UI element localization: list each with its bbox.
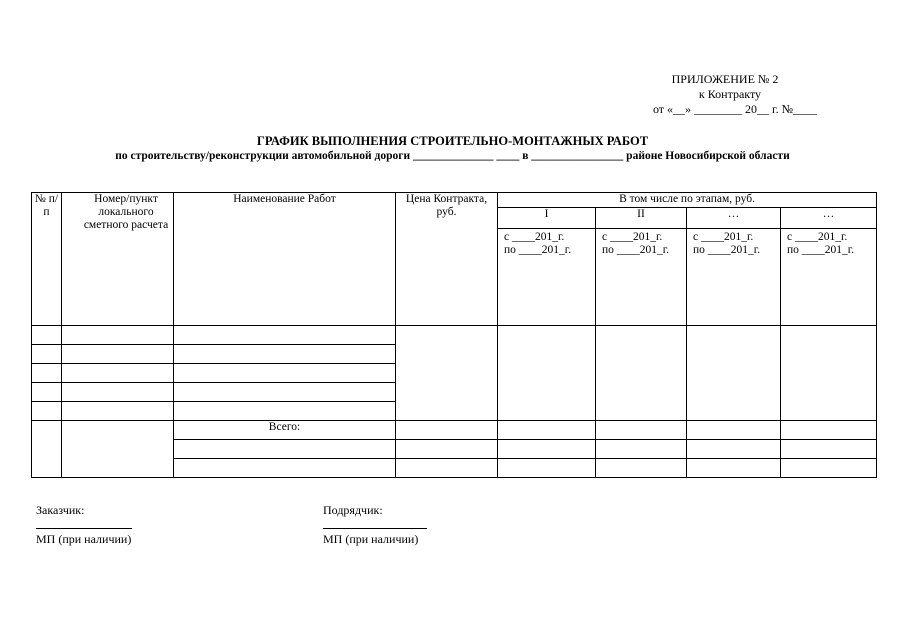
header-number: № п/п [32, 193, 62, 326]
stage-3: … [687, 208, 781, 229]
header-contract-price: Цена Контракта, руб. [396, 193, 498, 326]
contractor-label: Подрядчик: [323, 503, 383, 517]
table-cell[interactable] [596, 421, 687, 440]
table-cell[interactable] [687, 421, 781, 440]
appendix-contract-ref: к Контракту [698, 87, 762, 101]
table-cell[interactable] [174, 402, 396, 421]
stage-3-dates [687, 229, 781, 326]
header-estimate-item [62, 193, 174, 326]
table-cell[interactable] [596, 459, 687, 478]
date-to: по ____201_г. [602, 244, 670, 256]
document-title: ГРАФИК ВЫПОЛНЕНИЯ СТРОИТЕЛЬНО-МОНТАЖНЫХ РАБОТ [256, 134, 649, 148]
table-cell[interactable] [62, 402, 174, 421]
table-cell[interactable] [596, 440, 687, 459]
table-cell[interactable] [32, 364, 62, 383]
table-cell[interactable] [174, 383, 396, 402]
table-cell[interactable] [174, 345, 396, 364]
table-cell[interactable] [687, 326, 781, 421]
total-label: Всего: [174, 421, 396, 440]
table-cell[interactable] [62, 383, 174, 402]
date-from: с ____201_г. [787, 231, 848, 243]
table-cell[interactable] [596, 326, 687, 421]
table-cell[interactable] [32, 326, 62, 345]
header-work-name: Наименование Работ [174, 193, 396, 326]
total-row [32, 421, 877, 440]
table-cell[interactable] [32, 421, 62, 478]
table-cell[interactable] [781, 326, 877, 421]
table-cell[interactable] [174, 364, 396, 383]
table-cell[interactable] [32, 383, 62, 402]
table-cell[interactable] [498, 421, 596, 440]
header-estimate-item-text: Номер/пункт локального сметного расчета [83, 193, 169, 231]
date-from: с ____201_г. [504, 231, 565, 243]
table-cell[interactable] [498, 459, 596, 478]
table-cell[interactable] [781, 459, 877, 478]
date-from: с ____201_г. [693, 231, 754, 243]
table-row [32, 326, 877, 345]
table-cell[interactable] [62, 364, 174, 383]
table-cell[interactable] [32, 345, 62, 364]
table-header-row [32, 193, 877, 208]
table-cell[interactable] [174, 459, 396, 478]
appendix-number: ПРИЛОЖЕНИЕ № 2 [671, 72, 779, 86]
table-cell[interactable] [498, 440, 596, 459]
date-to: по ____201_г. [504, 244, 572, 256]
table-cell[interactable] [498, 326, 596, 421]
contractor-signature-line[interactable] [323, 528, 427, 529]
appendix-contract-date: от «__» ________ 20__ г. №____ [652, 102, 818, 116]
schedule-table [31, 192, 877, 478]
date-from: с ____201_г. [602, 231, 663, 243]
table-cell[interactable] [687, 459, 781, 478]
header-stages: В том числе по этапам, руб. [498, 193, 877, 208]
table-cell[interactable] [32, 402, 62, 421]
table-cell[interactable] [174, 440, 396, 459]
customer-stamp: МП (при наличии) [36, 532, 132, 546]
contractor-stamp: МП (при наличии) [323, 532, 419, 546]
table-cell[interactable] [396, 459, 498, 478]
table-cell[interactable] [396, 421, 498, 440]
stage-1: I [498, 208, 596, 229]
stage-2: II [596, 208, 687, 229]
customer-label: Заказчик: [36, 503, 85, 517]
table-cell[interactable] [174, 326, 396, 345]
table-cell[interactable] [396, 440, 498, 459]
table-cell[interactable] [781, 440, 877, 459]
table-cell[interactable] [62, 345, 174, 364]
date-to: по ____201_г. [693, 244, 761, 256]
stage-1-dates [498, 229, 596, 326]
customer-signature-line[interactable] [36, 528, 132, 529]
table-cell[interactable] [62, 326, 174, 345]
stage-4: … [781, 208, 877, 229]
table-cell[interactable] [687, 440, 781, 459]
date-to: по ____201_г. [787, 244, 855, 256]
document-subtitle: по строительству/реконструкции автомобильной дороги ______________ ____ в ________________ районе Новосибирской области [115, 150, 790, 162]
table-cell[interactable] [62, 421, 174, 478]
table-cell[interactable] [396, 326, 498, 421]
stage-2-dates [596, 229, 687, 326]
table-cell[interactable] [781, 421, 877, 440]
stage-4-dates [781, 229, 877, 326]
